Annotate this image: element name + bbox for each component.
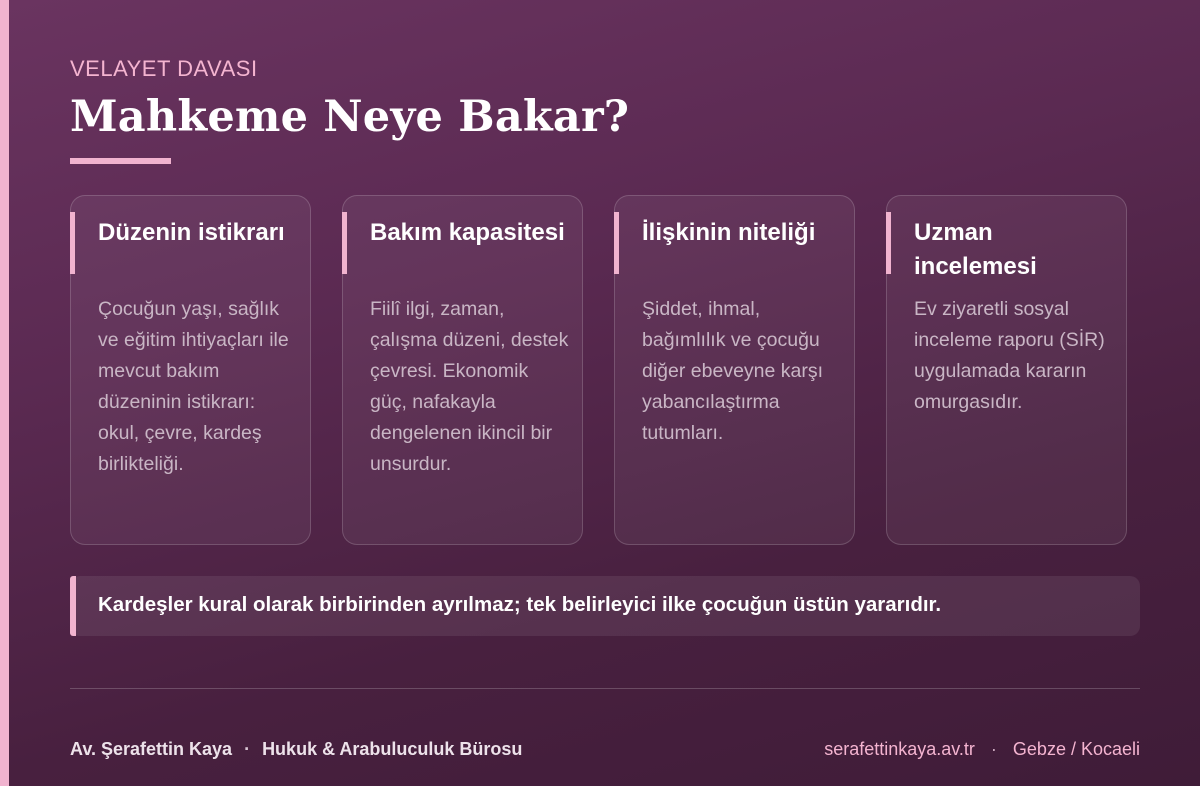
card-expert-review [886, 195, 1127, 545]
card-care-capacity [342, 195, 583, 545]
card-text: Ev ziyaretli sosyal inceleme raporu (SİR) uygulamada kararın omurgasıdır. [914, 298, 1105, 413]
card-accent [614, 212, 619, 274]
separator-dot: · [990, 739, 997, 759]
title-underline [70, 158, 171, 164]
card-title: İlişkinin niteliği [642, 219, 816, 246]
card-title: Bakım kapasitesi [370, 219, 565, 246]
key-note [70, 576, 1140, 636]
website-link[interactable]: serafettinkaya.av.tr [824, 739, 975, 759]
card-accent [342, 212, 347, 274]
footer-attribution [70, 739, 522, 760]
card-title: Uzman incelemesi [914, 219, 1037, 280]
card-accent [886, 212, 891, 274]
lawyer-name: Av. Şerafettin Kaya [70, 739, 233, 759]
card-stability [70, 195, 311, 545]
page-title: Mahkeme Neye Bakar? [70, 92, 630, 142]
card-relationship [614, 195, 855, 545]
note-accent [70, 576, 76, 636]
note-text: Kardeşler kural olarak birbirinden ayrılmaz; tek belirleyici ilke çocuğun üstün yararıdır. [98, 593, 942, 616]
card-accent [70, 212, 75, 274]
card-text: Fiilî ilgi, zaman, çalışma düzeni, destek çevresi. Ekonomik güç, nafakayla dengelenen ikincil bir unsurdur. [370, 298, 569, 475]
criteria-cards [70, 195, 1129, 546]
left-accent-bar [0, 0, 9, 786]
footer-contact [824, 739, 1140, 760]
card-title: Düzenin istikrarı [98, 219, 285, 246]
card-text: Şiddet, ihmal, bağımlılık ve çocuğu diğer ebeveyne karşı yabancılaştırma tutumları. [642, 298, 824, 444]
location: Gebze / Kocaeli [1012, 739, 1140, 759]
firm-name: Hukuk & Arabuluculuk Bürosu [262, 739, 523, 759]
card-text: Çocuğun yaşı, sağlık ve eğitim ihtiyaçları ile mevcut bakım düzeninin istikrarı: okul, çevre, kardeş birlikteliği. [98, 298, 289, 475]
footer-divider [70, 688, 1140, 689]
separator-dot: · [244, 739, 251, 759]
kicker-label: VELAYET DAVASI [70, 56, 258, 81]
